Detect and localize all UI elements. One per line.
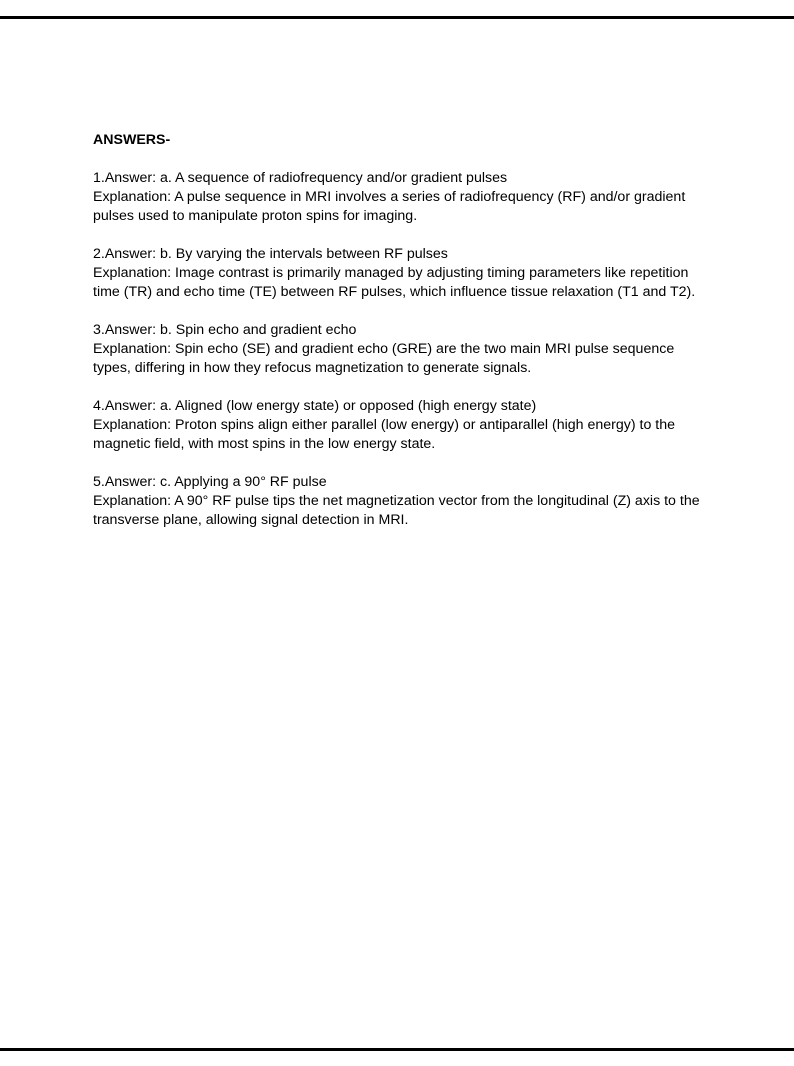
answer-line: 1.Answer: a. A sequence of radiofrequency and/or gradient pulses (93, 170, 508, 186)
answer-block-5 (93, 473, 713, 530)
answer-block-2 (93, 245, 713, 302)
answer-block-1 (93, 169, 713, 226)
answer-line: 4.Answer: a. Aligned (low energy state) or opposed (high energy state) (93, 398, 537, 414)
explanation-text: Explanation: Image contrast is primarily managed by adjusting timing parameters like repetition time (TR) and echo time (TE) between RF pulses, which influence tissue relaxation (T1 and T2). (93, 265, 696, 300)
explanation-text: Explanation: A 90° RF pulse tips the net magnetization vector from the longitudinal (Z) axis to the transverse plane, allowing signal detection in MRI. (93, 493, 700, 528)
answer-line: 2.Answer: b. By varying the intervals between RF pulses (93, 246, 448, 262)
explanation-text: Explanation: Proton spins align either parallel (low energy) or antiparallel (high energy) to the magnetic field, with most spins in the low energy state. (93, 417, 676, 452)
answer-line: 5.Answer: c. Applying a 90° RF pulse (93, 474, 327, 490)
answer-line: 3.Answer: b. Spin echo and gradient echo (93, 322, 357, 338)
answers-heading: ANSWERS- (93, 132, 171, 148)
explanation-text: Explanation: A pulse sequence in MRI involves a series of radiofrequency (RF) and/or gradient pulses used to manipulate proton spins for imaging. (93, 189, 686, 224)
answer-block-4 (93, 397, 713, 454)
answer-block-3 (93, 321, 713, 378)
bottom-rule (0, 1048, 794, 1051)
answers-section (93, 131, 713, 549)
top-rule (0, 16, 794, 19)
explanation-text: Explanation: Spin echo (SE) and gradient echo (GRE) are the two main MRI pulse sequence types, differing in how they refocus magnetization to generate signals. (93, 341, 675, 376)
